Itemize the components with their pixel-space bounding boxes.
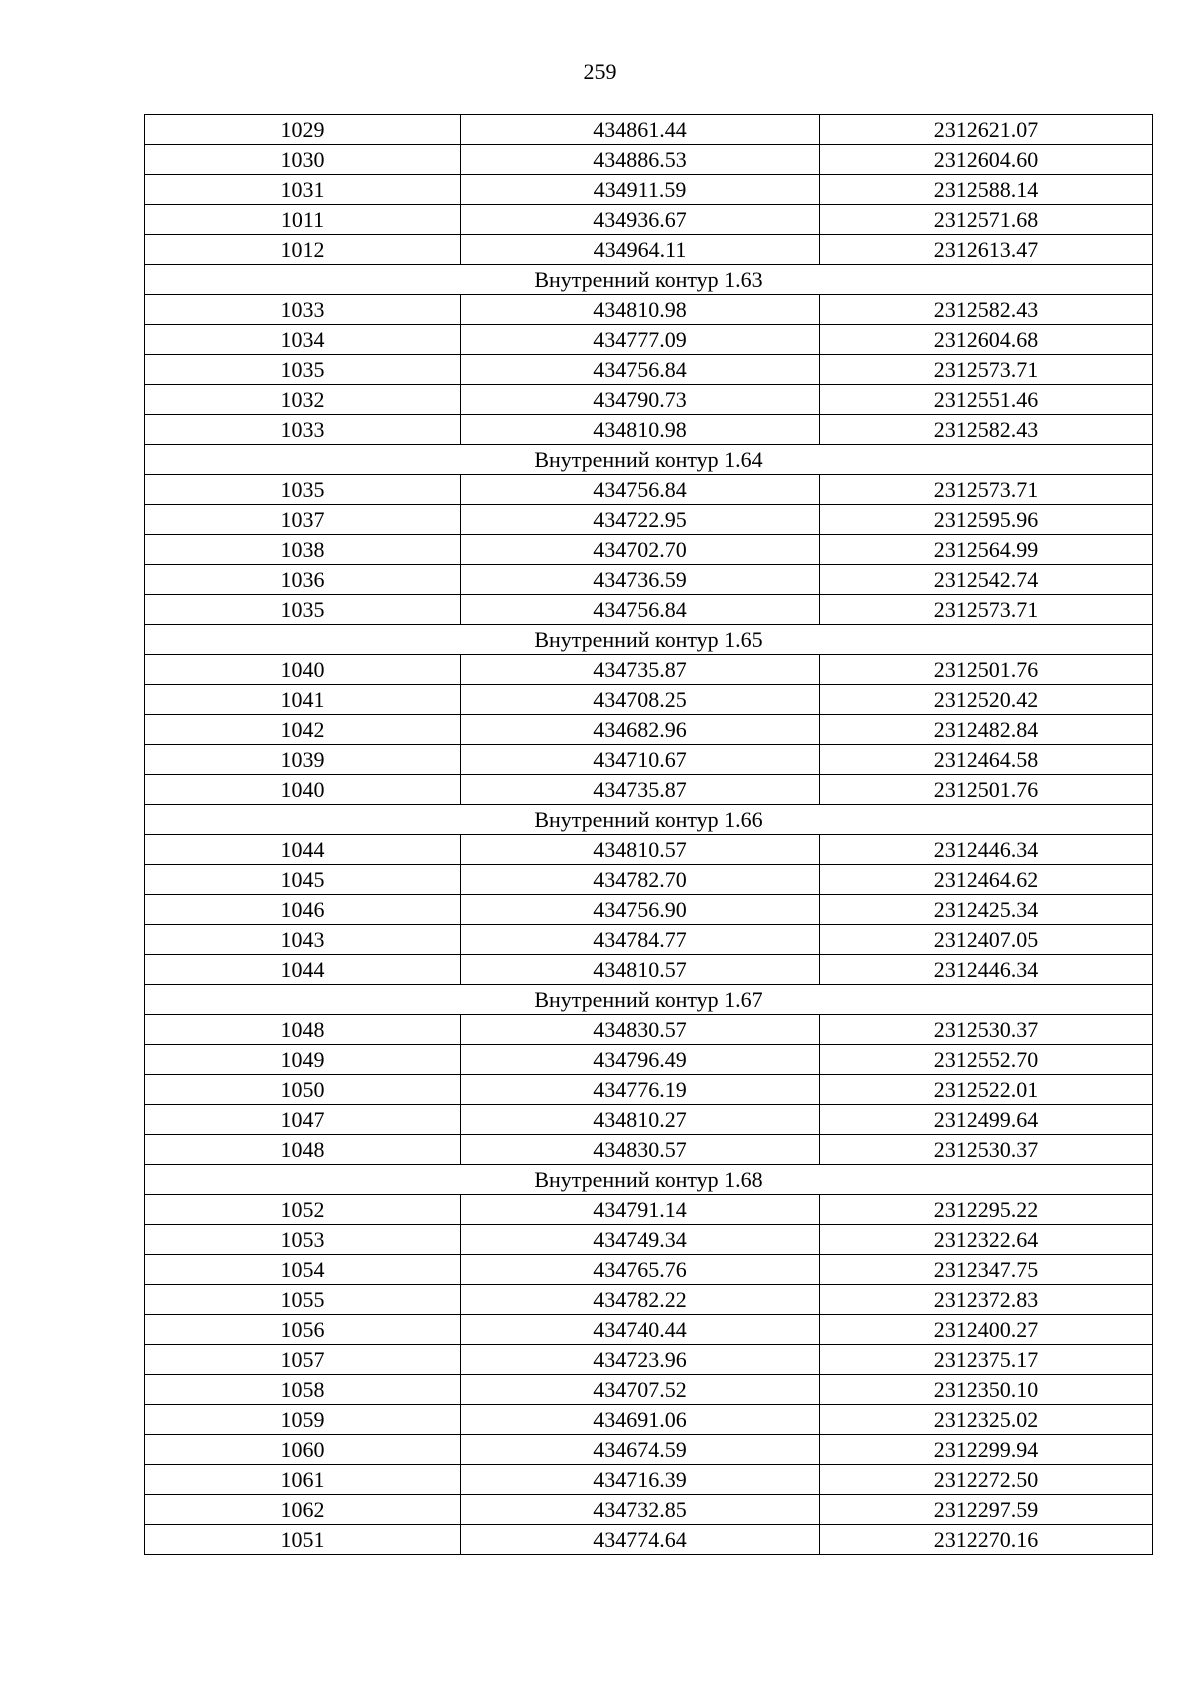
table-row xyxy=(145,775,1153,805)
y-coordinate-cell: 2312297.59 xyxy=(820,1495,1153,1525)
table-row xyxy=(145,1315,1153,1345)
y-coordinate-cell: 2312542.74 xyxy=(820,565,1153,595)
y-coordinate-cell: 2312446.34 xyxy=(820,955,1153,985)
point-number-cell: 1048 xyxy=(145,1135,461,1165)
table-row xyxy=(145,1435,1153,1465)
point-number-cell: 1044 xyxy=(145,955,461,985)
contour-heading: Внутренний контур 1.67 xyxy=(145,985,1153,1015)
table-row xyxy=(145,715,1153,745)
x-coordinate-cell: 434756.90 xyxy=(461,895,820,925)
table-row xyxy=(145,415,1153,445)
table-row xyxy=(145,865,1153,895)
x-coordinate-cell: 434756.84 xyxy=(461,475,820,505)
y-coordinate-cell: 2312551.46 xyxy=(820,385,1153,415)
x-coordinate-cell: 434723.96 xyxy=(461,1345,820,1375)
table-row xyxy=(145,1195,1153,1225)
x-coordinate-cell: 434784.77 xyxy=(461,925,820,955)
table-row xyxy=(145,235,1153,265)
contour-heading-row xyxy=(145,265,1153,295)
x-coordinate-cell: 434735.87 xyxy=(461,655,820,685)
point-number-cell: 1032 xyxy=(145,385,461,415)
y-coordinate-cell: 2312295.22 xyxy=(820,1195,1153,1225)
y-coordinate-cell: 2312604.60 xyxy=(820,145,1153,175)
x-coordinate-cell: 434722.95 xyxy=(461,505,820,535)
x-coordinate-cell: 434749.34 xyxy=(461,1225,820,1255)
table-row xyxy=(145,1045,1153,1075)
point-number-cell: 1050 xyxy=(145,1075,461,1105)
y-coordinate-cell: 2312588.14 xyxy=(820,175,1153,205)
point-number-cell: 1046 xyxy=(145,895,461,925)
table-row xyxy=(145,1105,1153,1135)
point-number-cell: 1029 xyxy=(145,115,461,145)
y-coordinate-cell: 2312582.43 xyxy=(820,295,1153,325)
table-row xyxy=(145,1255,1153,1285)
x-coordinate-cell: 434782.22 xyxy=(461,1285,820,1315)
y-coordinate-cell: 2312501.76 xyxy=(820,775,1153,805)
y-coordinate-cell: 2312520.42 xyxy=(820,685,1153,715)
table-row xyxy=(145,745,1153,775)
table-row xyxy=(145,925,1153,955)
point-number-cell: 1054 xyxy=(145,1255,461,1285)
x-coordinate-cell: 434707.52 xyxy=(461,1375,820,1405)
x-coordinate-cell: 434702.70 xyxy=(461,535,820,565)
y-coordinate-cell: 2312347.75 xyxy=(820,1255,1153,1285)
table-row xyxy=(145,1345,1153,1375)
point-number-cell: 1051 xyxy=(145,1525,461,1555)
table-row xyxy=(145,1075,1153,1105)
y-coordinate-cell: 2312407.05 xyxy=(820,925,1153,955)
x-coordinate-cell: 434756.84 xyxy=(461,595,820,625)
table-row xyxy=(145,535,1153,565)
table-row xyxy=(145,505,1153,535)
table-row xyxy=(145,325,1153,355)
x-coordinate-cell: 434691.06 xyxy=(461,1405,820,1435)
y-coordinate-cell: 2312573.71 xyxy=(820,355,1153,385)
point-number-cell: 1062 xyxy=(145,1495,461,1525)
x-coordinate-cell: 434710.67 xyxy=(461,745,820,775)
coordinates-table-body xyxy=(145,115,1153,1555)
y-coordinate-cell: 2312613.47 xyxy=(820,235,1153,265)
point-number-cell: 1042 xyxy=(145,715,461,745)
point-number-cell: 1044 xyxy=(145,835,461,865)
contour-heading: Внутренний контур 1.65 xyxy=(145,625,1153,655)
point-number-cell: 1031 xyxy=(145,175,461,205)
x-coordinate-cell: 434777.09 xyxy=(461,325,820,355)
table-row xyxy=(145,955,1153,985)
contour-heading-row xyxy=(145,985,1153,1015)
x-coordinate-cell: 434756.84 xyxy=(461,355,820,385)
x-coordinate-cell: 434674.59 xyxy=(461,1435,820,1465)
x-coordinate-cell: 434810.57 xyxy=(461,835,820,865)
contour-heading: Внутренний контур 1.68 xyxy=(145,1165,1153,1195)
y-coordinate-cell: 2312604.68 xyxy=(820,325,1153,355)
x-coordinate-cell: 434682.96 xyxy=(461,715,820,745)
point-number-cell: 1060 xyxy=(145,1435,461,1465)
page-number: 259 xyxy=(583,59,617,84)
table-row xyxy=(145,475,1153,505)
table-row xyxy=(145,295,1153,325)
table-row xyxy=(145,205,1153,235)
x-coordinate-cell: 434791.14 xyxy=(461,1195,820,1225)
x-coordinate-cell: 434886.53 xyxy=(461,145,820,175)
point-number-cell: 1035 xyxy=(145,475,461,505)
contour-heading: Внутренний контур 1.66 xyxy=(145,805,1153,835)
x-coordinate-cell: 434810.27 xyxy=(461,1105,820,1135)
x-coordinate-cell: 434861.44 xyxy=(461,115,820,145)
point-number-cell: 1043 xyxy=(145,925,461,955)
table-row xyxy=(145,1285,1153,1315)
point-number-cell: 1039 xyxy=(145,745,461,775)
contour-heading-row xyxy=(145,625,1153,655)
x-coordinate-cell: 434708.25 xyxy=(461,685,820,715)
x-coordinate-cell: 434830.57 xyxy=(461,1135,820,1165)
y-coordinate-cell: 2312464.58 xyxy=(820,745,1153,775)
point-number-cell: 1035 xyxy=(145,595,461,625)
y-coordinate-cell: 2312501.76 xyxy=(820,655,1153,685)
table-row xyxy=(145,565,1153,595)
y-coordinate-cell: 2312621.07 xyxy=(820,115,1153,145)
y-coordinate-cell: 2312270.16 xyxy=(820,1525,1153,1555)
table-row xyxy=(145,1465,1153,1495)
y-coordinate-cell: 2312322.64 xyxy=(820,1225,1153,1255)
x-coordinate-cell: 434716.39 xyxy=(461,1465,820,1495)
point-number-cell: 1053 xyxy=(145,1225,461,1255)
point-number-cell: 1035 xyxy=(145,355,461,385)
y-coordinate-cell: 2312530.37 xyxy=(820,1135,1153,1165)
y-coordinate-cell: 2312425.34 xyxy=(820,895,1153,925)
y-coordinate-cell: 2312299.94 xyxy=(820,1435,1153,1465)
table-row xyxy=(145,1375,1153,1405)
x-coordinate-cell: 434736.59 xyxy=(461,565,820,595)
table-row xyxy=(145,895,1153,925)
table-row xyxy=(145,115,1153,145)
table-row xyxy=(145,1135,1153,1165)
y-coordinate-cell: 2312564.99 xyxy=(820,535,1153,565)
point-number-cell: 1049 xyxy=(145,1045,461,1075)
y-coordinate-cell: 2312530.37 xyxy=(820,1015,1153,1045)
table-row xyxy=(145,685,1153,715)
table-row xyxy=(145,1015,1153,1045)
x-coordinate-cell: 434810.57 xyxy=(461,955,820,985)
point-number-cell: 1030 xyxy=(145,145,461,175)
y-coordinate-cell: 2312552.70 xyxy=(820,1045,1153,1075)
point-number-cell: 1052 xyxy=(145,1195,461,1225)
y-coordinate-cell: 2312499.64 xyxy=(820,1105,1153,1135)
point-number-cell: 1058 xyxy=(145,1375,461,1405)
y-coordinate-cell: 2312573.71 xyxy=(820,595,1153,625)
y-coordinate-cell: 2312400.27 xyxy=(820,1315,1153,1345)
y-coordinate-cell: 2312375.17 xyxy=(820,1345,1153,1375)
table-row xyxy=(145,1525,1153,1555)
point-number-cell: 1011 xyxy=(145,205,461,235)
y-coordinate-cell: 2312522.01 xyxy=(820,1075,1153,1105)
x-coordinate-cell: 434732.85 xyxy=(461,1495,820,1525)
point-number-cell: 1055 xyxy=(145,1285,461,1315)
x-coordinate-cell: 434964.11 xyxy=(461,235,820,265)
point-number-cell: 1040 xyxy=(145,775,461,805)
x-coordinate-cell: 434776.19 xyxy=(461,1075,820,1105)
point-number-cell: 1048 xyxy=(145,1015,461,1045)
table-row xyxy=(145,1495,1153,1525)
x-coordinate-cell: 434911.59 xyxy=(461,175,820,205)
table-row xyxy=(145,355,1153,385)
table-row xyxy=(145,1405,1153,1435)
point-number-cell: 1056 xyxy=(145,1315,461,1345)
point-number-cell: 1057 xyxy=(145,1345,461,1375)
table-row xyxy=(145,385,1153,415)
y-coordinate-cell: 2312372.83 xyxy=(820,1285,1153,1315)
point-number-cell: 1045 xyxy=(145,865,461,895)
point-number-cell: 1033 xyxy=(145,415,461,445)
contour-heading-row xyxy=(145,1165,1153,1195)
point-number-cell: 1036 xyxy=(145,565,461,595)
x-coordinate-cell: 434735.87 xyxy=(461,775,820,805)
point-number-cell: 1037 xyxy=(145,505,461,535)
contour-heading-row xyxy=(145,805,1153,835)
x-coordinate-cell: 434765.76 xyxy=(461,1255,820,1285)
table-row xyxy=(145,835,1153,865)
y-coordinate-cell: 2312482.84 xyxy=(820,715,1153,745)
y-coordinate-cell: 2312272.50 xyxy=(820,1465,1153,1495)
x-coordinate-cell: 434810.98 xyxy=(461,415,820,445)
x-coordinate-cell: 434830.57 xyxy=(461,1015,820,1045)
point-number-cell: 1040 xyxy=(145,655,461,685)
y-coordinate-cell: 2312325.02 xyxy=(820,1405,1153,1435)
y-coordinate-cell: 2312582.43 xyxy=(820,415,1153,445)
y-coordinate-cell: 2312595.96 xyxy=(820,505,1153,535)
contour-heading-row xyxy=(145,445,1153,475)
point-number-cell: 1041 xyxy=(145,685,461,715)
table-row xyxy=(145,595,1153,625)
point-number-cell: 1047 xyxy=(145,1105,461,1135)
x-coordinate-cell: 434774.64 xyxy=(461,1525,820,1555)
x-coordinate-cell: 434740.44 xyxy=(461,1315,820,1345)
x-coordinate-cell: 434936.67 xyxy=(461,205,820,235)
y-coordinate-cell: 2312573.71 xyxy=(820,475,1153,505)
point-number-cell: 1033 xyxy=(145,295,461,325)
y-coordinate-cell: 2312571.68 xyxy=(820,205,1153,235)
point-number-cell: 1059 xyxy=(145,1405,461,1435)
coordinates-table xyxy=(144,114,1153,1555)
y-coordinate-cell: 2312464.62 xyxy=(820,865,1153,895)
y-coordinate-cell: 2312350.10 xyxy=(820,1375,1153,1405)
point-number-cell: 1038 xyxy=(145,535,461,565)
table-row xyxy=(145,175,1153,205)
x-coordinate-cell: 434782.70 xyxy=(461,865,820,895)
contour-heading: Внутренний контур 1.64 xyxy=(145,445,1153,475)
table-row xyxy=(145,145,1153,175)
point-number-cell: 1061 xyxy=(145,1465,461,1495)
x-coordinate-cell: 434796.49 xyxy=(461,1045,820,1075)
contour-heading: Внутренний контур 1.63 xyxy=(145,265,1153,295)
table-row xyxy=(145,655,1153,685)
table-row xyxy=(145,1225,1153,1255)
x-coordinate-cell: 434790.73 xyxy=(461,385,820,415)
x-coordinate-cell: 434810.98 xyxy=(461,295,820,325)
point-number-cell: 1012 xyxy=(145,235,461,265)
point-number-cell: 1034 xyxy=(145,325,461,355)
y-coordinate-cell: 2312446.34 xyxy=(820,835,1153,865)
